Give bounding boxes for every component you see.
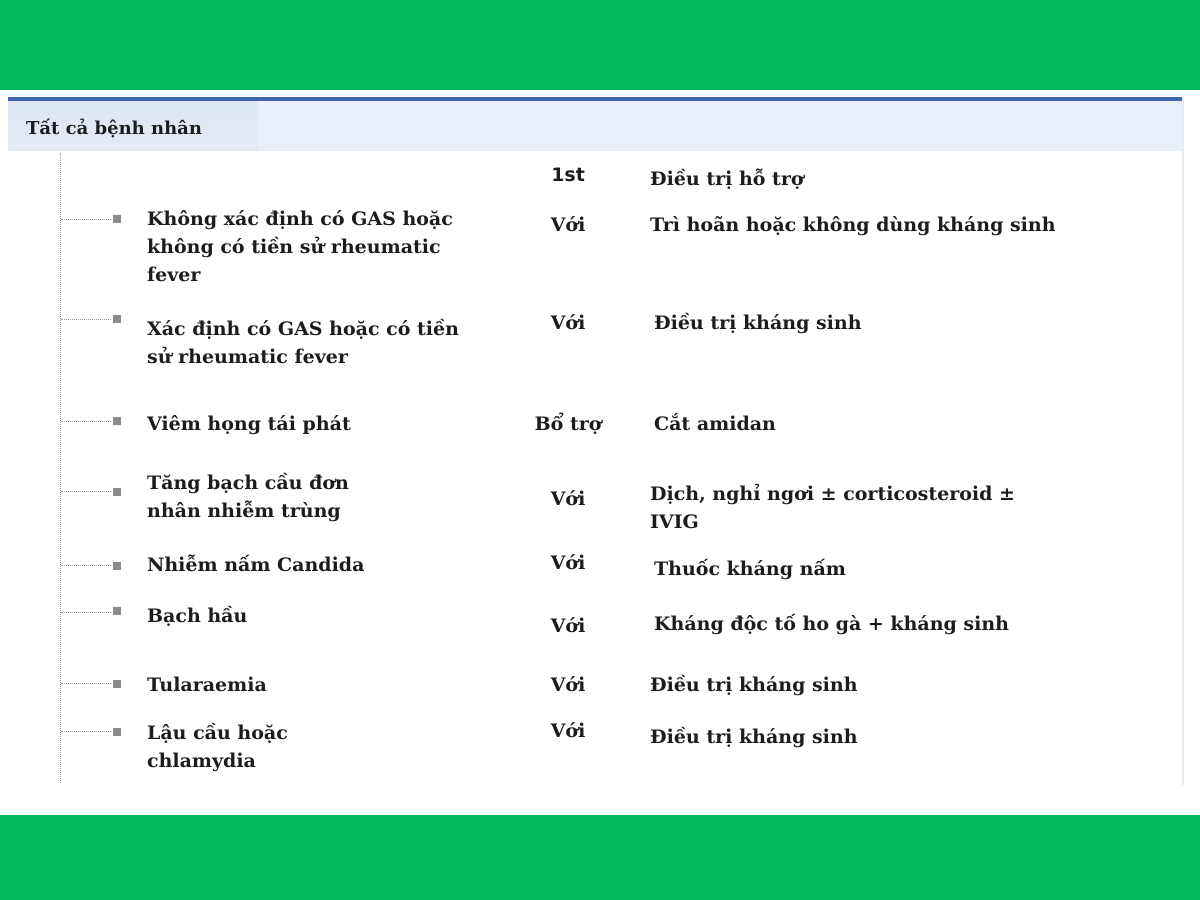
bullet-square-icon: [113, 728, 121, 736]
treatment-text: Dịch, nghỉ ngơi ± corticosteroid ± IVIG: [650, 483, 1015, 533]
tree-connector: [61, 219, 111, 220]
bullet-square-icon: [113, 488, 121, 496]
treatment-text: Điều trị kháng sinh: [650, 674, 858, 696]
line-label: Với: [550, 720, 586, 742]
treatment-text: Thuốc kháng nấm: [654, 558, 846, 580]
line-label: 1st: [551, 164, 585, 186]
condition-label: Bạch hầu: [147, 605, 248, 627]
bullet-square-icon: [113, 680, 121, 688]
treatment-text: Điều trị kháng sinh: [654, 312, 862, 334]
line-label: Với: [550, 488, 586, 510]
condition-label: Tularaemia: [147, 674, 267, 696]
condition-label: Không xác định có GAS hoặc không có tiền sử rheumatic fever: [147, 208, 453, 286]
treatment-text: Cắt amidan: [654, 413, 776, 435]
treatment-text: Kháng độc tố ho gà + kháng sinh: [654, 613, 1009, 635]
panel-header: [8, 101, 1182, 151]
line-label: Bổ trợ: [534, 413, 602, 435]
tree-connector: [61, 612, 111, 613]
treatment-panel: [8, 97, 1184, 785]
bullet-square-icon: [113, 315, 121, 323]
line-label: Với: [550, 214, 586, 236]
bullet-square-icon: [113, 607, 121, 615]
tree-vertical-line: [60, 153, 61, 783]
line-label: Với: [550, 312, 586, 334]
tree-connector: [61, 491, 111, 492]
condition-label: Lậu cầu hoặc chlamydia: [147, 722, 288, 772]
tree-connector: [61, 683, 111, 684]
treatment-text: Điều trị kháng sinh: [650, 726, 858, 748]
page-title: Tất cả bệnh nhân: [26, 118, 202, 139]
bullet-square-icon: [113, 417, 121, 425]
condition-label: Nhiễm nấm Candida: [147, 554, 365, 576]
bullet-square-icon: [113, 215, 121, 223]
line-label: Với: [550, 615, 586, 637]
condition-label: Xác định có GAS hoặc có tiền sử rheumatic fever: [147, 318, 459, 368]
tree-connector: [61, 565, 111, 566]
treatment-text: Trì hoãn hoặc không dùng kháng sinh: [650, 214, 1056, 236]
condition-label: Tăng bạch cầu đơn nhân nhiễm trùng: [147, 472, 349, 522]
condition-label: Viêm họng tái phát: [147, 413, 351, 435]
line-label: Với: [550, 674, 586, 696]
treatment-text: Điều trị hỗ trợ: [650, 168, 804, 190]
tree-connector: [61, 319, 111, 320]
top-green-band: [0, 0, 1200, 90]
tree-connector: [61, 731, 111, 732]
bullet-square-icon: [113, 562, 121, 570]
bottom-green-band: [0, 815, 1200, 900]
line-label: Với: [550, 552, 586, 574]
tree-connector: [61, 421, 111, 422]
